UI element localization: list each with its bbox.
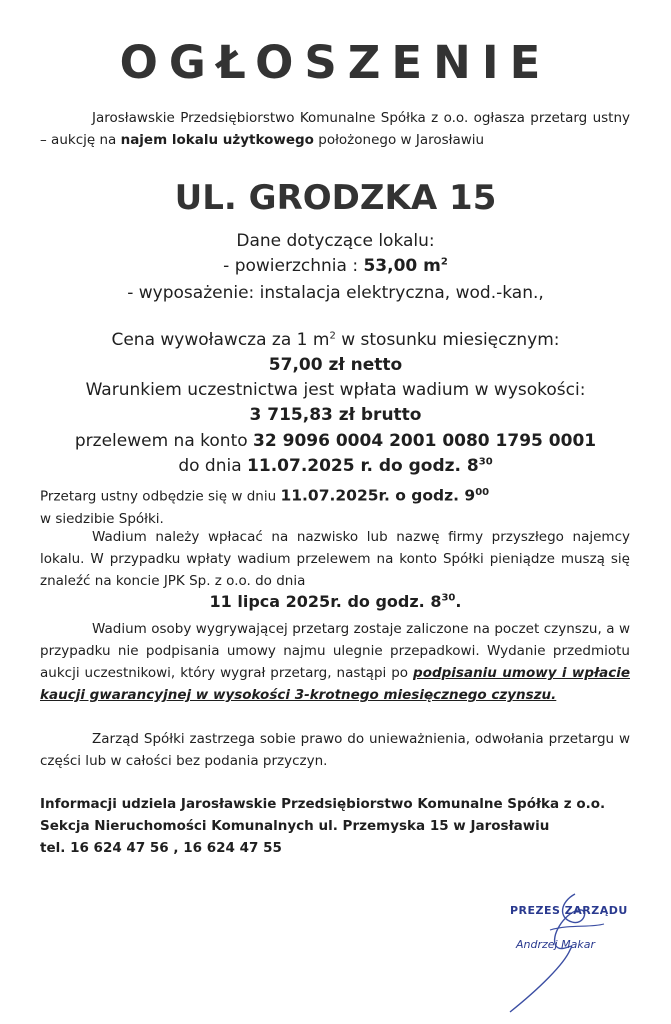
intro-text-start: Jarosławskie Przedsiębiorstwo Komunalne Spółka z o.o. ogłasza przetarg ustny – aukcję na [40,110,630,148]
deadline-value: 11.07.2025 r. do godz. 8 [247,456,479,476]
deposit-label: Warunkiem uczestnictwa jest wpłata wadium w wysokości: [85,380,586,400]
payment-date-end: . [455,592,462,611]
signature-stamp [480,888,650,1018]
intro-text-end: położonego w Jarosławiu [313,132,485,148]
page-title: OGŁOSZENIE [119,36,552,89]
intro-text-bold: najem lokalu użytkowego [120,132,314,148]
contact-line-3: tel. 16 624 47 56 , 16 624 47 55 [40,840,282,856]
deadline-line [0,456,671,476]
winner-paragraph [40,618,630,706]
street-heading: UL. GRODZKA 15 [174,178,497,218]
price-value: 57,00 zł netto [268,355,403,375]
winner-text: Wadium osoby wygrywającej przetarg zostaje zaliczone na poczet czynszu, a w przypadku nie podpisania umowy najmu ulegnie przepadkowi. Wydanie przedmiotu aukcji uczestnikowi, który wygrał przetarg, nastąpi po [40,621,630,681]
area-line [0,256,671,276]
payment-paragraph: Wadium należy wpłacać na nazwisko lub nazwę firmy przyszłego najemcy lokalu. W przypadku wpłaty wadium przelewem na konto Spółki pieniądze muszą się znaleźć na koncie JPK Sp. z o.o. do dnia [40,529,630,589]
auction-sup: 00 [475,487,490,498]
price-label [0,330,671,350]
contact-info [40,793,630,859]
reserve-paragraph: Zarząd Spółki zastrzega sobie prawo do unieważnienia, odwołania przetargu w części lub w całości bez podania przyczyn. [40,731,630,769]
price-label-a: Cena wywoławcza za 1 m [111,330,330,350]
winner-underlined: podpisaniu umowy i wpłacie kaucji gwarancyjnej w wysokości 3-krotnego miesięcznego czynszu. [40,665,630,703]
details-heading: Dane dotyczące lokalu: [236,231,435,251]
intro-paragraph [40,107,630,151]
account-line [0,431,671,451]
area-value: 53,00 m [363,256,441,276]
auction-paragraph [40,482,630,530]
price-label-b: w stosunku miesięcznym: [335,330,560,350]
contact-line-2: Sekcja Nieruchomości Komunalnych ul. Przemyska 15 w Jarosławiu [40,818,550,834]
deadline-sup: 30 [478,456,493,468]
auction-location: w siedzibie Spółki. [40,510,164,527]
equipment-line: - wyposażenie: instalacja elektryczna, wod.-kan., [127,283,544,303]
auction-text: Przetarg ustny odbędzie się w dniu [40,488,281,505]
signature-title: PREZES ZARZĄDU [510,904,628,917]
deposit-value: 3 715,83 zł brutto [249,405,422,425]
area-label: - powierzchnia : [223,256,364,276]
account-label: przelewem na konto [74,431,254,451]
signature-name: Andrzej Makar [516,938,595,951]
price-label-sup: 2 [329,330,336,342]
payment-date-text: 11 lipca 2025r. do godz. 8 [209,592,442,611]
deadline-label: do dnia [178,456,248,476]
area-unit-sup: 2 [440,256,448,268]
payment-date [0,592,671,611]
payment-date-sup: 30 [441,592,456,604]
contact-line-1: Informacji udziela Jarosławskie Przedsiębiorstwo Komunalne Spółka z o.o. [40,796,606,812]
account-number: 32 9096 0004 2001 0080 1795 0001 [253,431,597,451]
auction-date: 11.07.2025r. o godz. 9 [280,486,476,505]
